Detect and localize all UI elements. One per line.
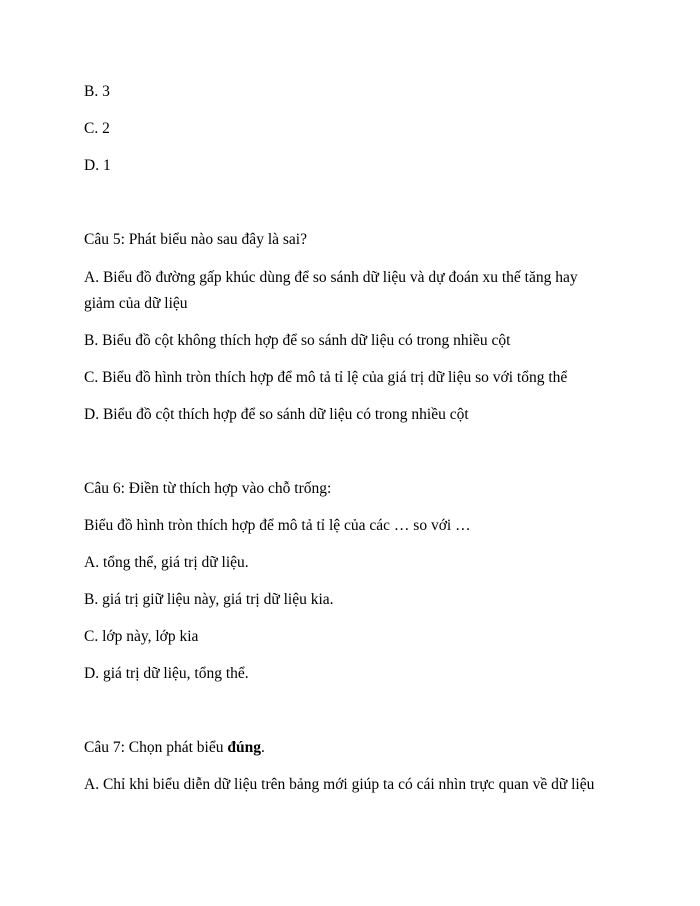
question-5: Câu 5: Phát biểu nào sau đây là sai? bbox=[84, 231, 307, 248]
question-7 bbox=[84, 738, 680, 758]
question-6: Câu 6: Điền từ thích hợp vào chỗ trống: bbox=[84, 480, 332, 497]
q5-option-a-line1: A. Biểu đồ đường gấp khúc dùng để so sánh dữ liệu và dự đoán xu thế tăng hay bbox=[84, 269, 578, 286]
q5-option-b: B. Biểu đồ cột không thích hợp để so sánh dữ liệu có trong nhiều cột bbox=[84, 332, 511, 349]
q6-option-b: B. giá trị giữ liệu này, giá trị dữ liệu kia. bbox=[84, 591, 334, 608]
q7-question-suffix: . bbox=[261, 739, 265, 756]
q7-question-prefix: Câu 7: Chọn phát biểu bbox=[84, 739, 228, 756]
q6-statement: Biểu đồ hình tròn thích hợp để mô tả tỉ lệ của các … so với … bbox=[84, 517, 471, 534]
q5-option-d: D. Biểu đồ cột thích hợp để so sánh dữ liệu có trong nhiều cột bbox=[84, 406, 469, 423]
q6-option-c: C. lớp này, lớp kia bbox=[84, 628, 199, 645]
prev-option-c: C. 2 bbox=[84, 120, 110, 137]
q7-question-bold: đúng bbox=[227, 739, 261, 756]
q5-option-a-line2: giảm của dữ liệu bbox=[84, 295, 188, 312]
q5-option-c: C. Biểu đồ hình tròn thích hợp để mô tả tỉ lệ của giá trị dữ liệu so với tổng thể bbox=[84, 369, 568, 386]
q6-option-a: A. tổng thể, giá trị dữ liệu. bbox=[84, 554, 249, 571]
prev-option-b: B. 3 bbox=[84, 83, 110, 100]
q6-option-d: D. giá trị dữ liệu, tổng thể. bbox=[84, 665, 249, 682]
prev-option-d: D. 1 bbox=[84, 157, 111, 174]
q7-option-a: A. Chỉ khi biểu diễn dữ liệu trên bảng mới giúp ta có cái nhìn trực quan về dữ liệu bbox=[84, 776, 595, 793]
